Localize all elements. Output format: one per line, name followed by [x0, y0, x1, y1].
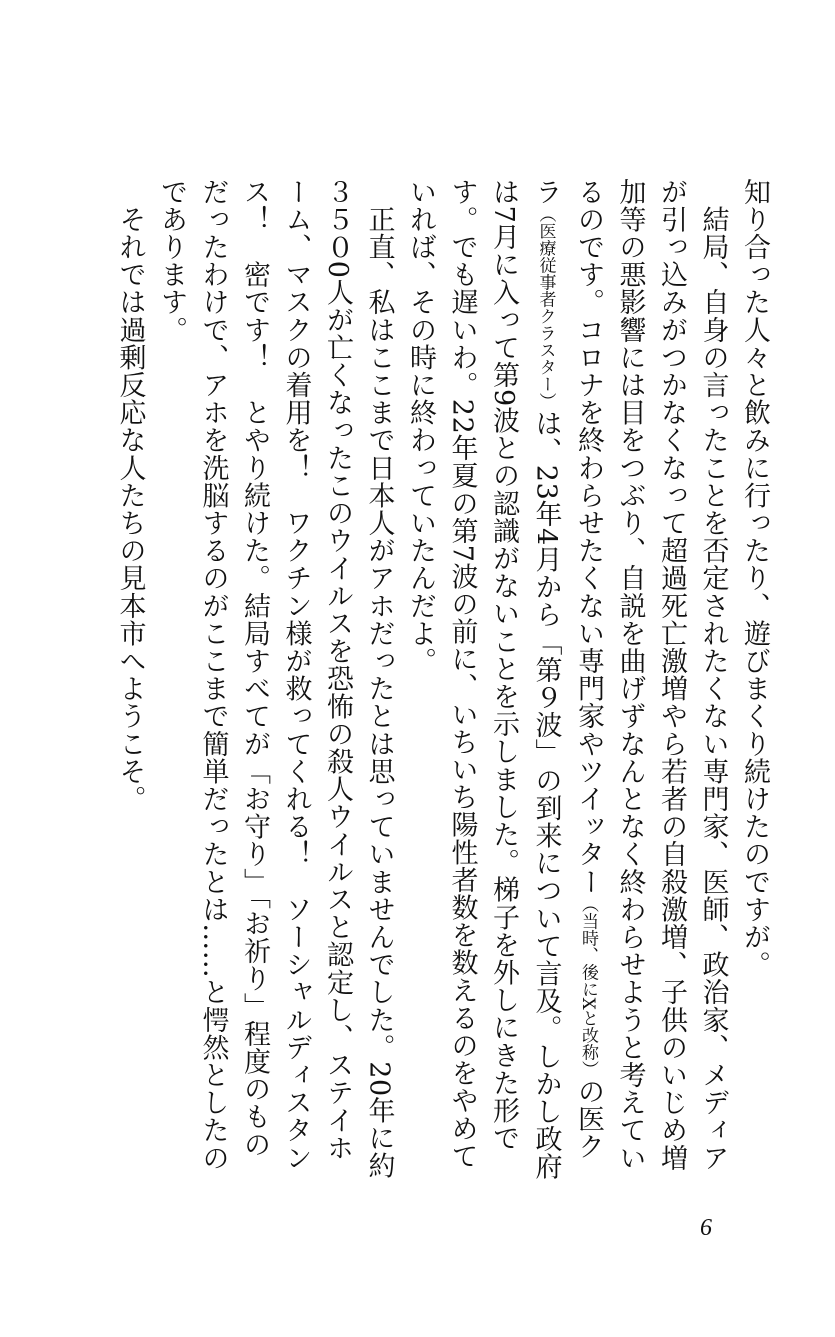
- paragraph-3: [151, 178, 400, 1183]
- paragraph-4: [109, 178, 151, 1183]
- paragraph-2-text-c: は、23年4月から「第９波」の到来について言及。しかし政府は7月に入って第9波との認識がないことを示しました。梯子を外しにきた形です。でも遅いわ。22年夏の第7波の前に、いちいち陽性者数を数えるのをやめていれば、その時に終わっていたんだよ。: [405, 178, 562, 1181]
- paragraph-3-text: 正直、私はここまで日本人がアホだったとは思っていませんでした。20年に約３５０0人が亡くなったこのウイルスを恐怖の殺人ウイルスと認定し、ステイホーム、マスクの着用を！ ワクチン様が救ってくれる！ ソーシャルディスタンス！ 密です！ とやり続けた。結局すべてが「お守り」「お祈り」程度のものだったわけで、アホを洗脳するのがここまで簡単だったとは……と愕然としたのであります。: [156, 178, 395, 1180]
- paragraph-2-text-b: の医クラ: [530, 178, 604, 1161]
- paragraph-4-text: それでは過剰反応な人たちの見本市へようこそ。: [114, 178, 146, 813]
- paragraph-1-text: 知り合った人々と飲みに行ったり、遊びまくり続けたのですが。: [739, 178, 770, 979]
- paragraph-1: [734, 178, 776, 1183]
- body-text: [55, 178, 775, 1183]
- paragraph-2: [400, 178, 734, 1183]
- paragraph-2-note-ikura: （医療従事者クラスター）: [535, 205, 556, 410]
- paragraph-2-text-a: 結局、自身の言ったことを否定されたくない専門家、医師、政治家、メディアが引っ込みがつかなくなって超過死亡激増やら若者の自殺激増、子供のいじめ増加等の悪影響には目をつぶり、自説を曲げずなんとなく終わらせようと考えているのです。コロナを終わらせたくない専門家やツイッター: [573, 178, 729, 1172]
- paragraph-2-note-twitter: （当時、後にXと改称）: [578, 895, 598, 1078]
- page-number: 6: [700, 1215, 712, 1241]
